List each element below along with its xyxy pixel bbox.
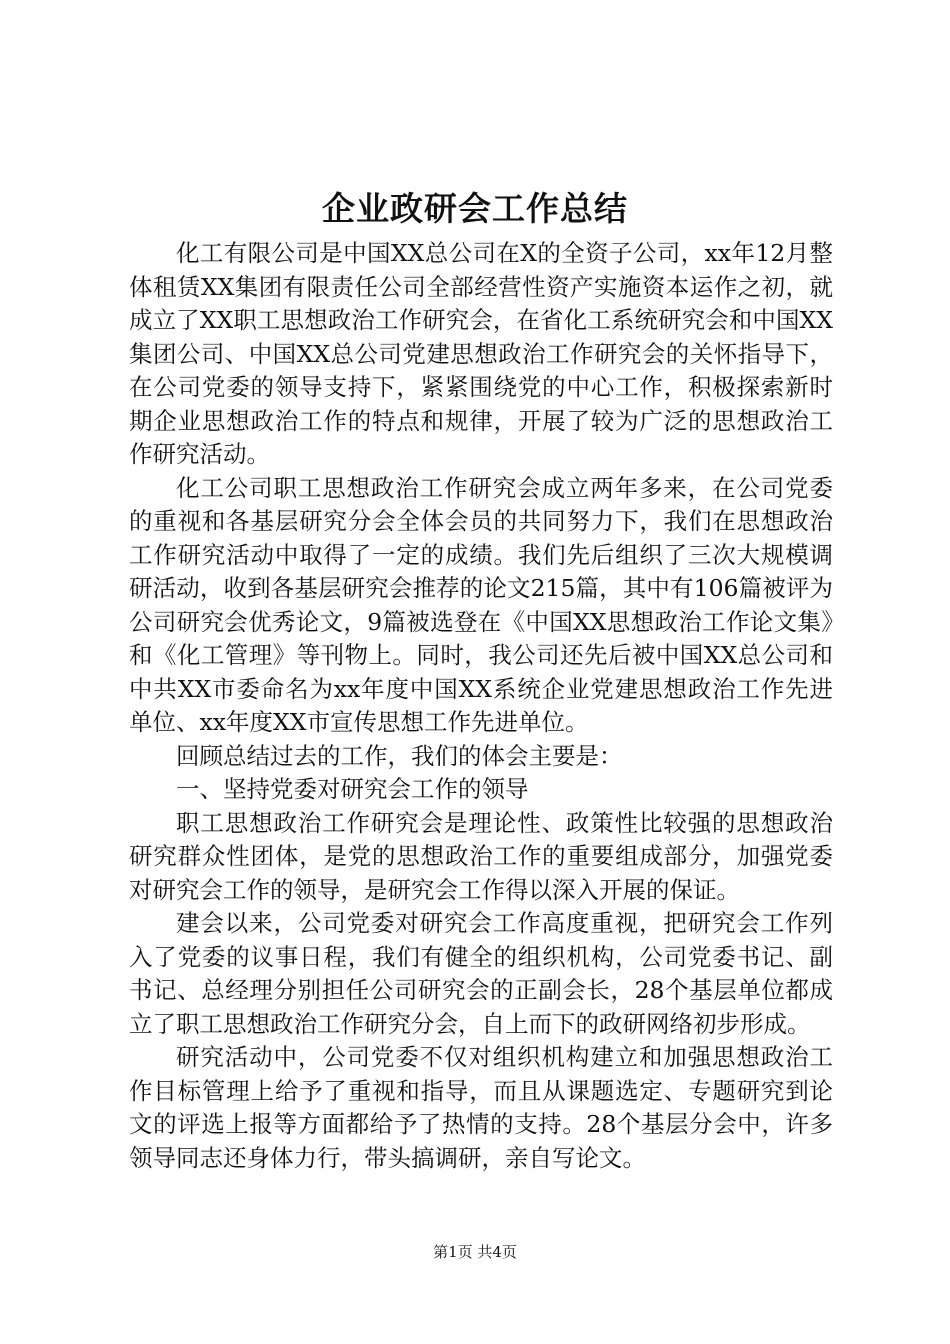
document-title: 企业政研会工作总结	[322, 189, 628, 228]
paragraph-4: 职工思想政治工作研究会是理论性、政策性比较强的思想政治研究群众性团体，是党的思想政治工作的重要组成部分，加强党委对研究会工作的领导，是研究会工作得以深入开展的保证。	[129, 808, 833, 904]
paragraph-1: 化工有限公司是中国XX总公司在X的全资子公司，xx年12月整体租赁XX集团有限责任公司全部经营性资产实施资本运作之初，就成立了XX职工思想政治工作研究会，在省化工系统研究会和中国XX集团公司、中国XX总公司党建思想政治工作研究会的关怀指导下，在公司党委的领导支持下，紧紧围绕党的中心工作，积极探索新时期企业思想政治工作的特点和规律，开展了较为广泛的思想政治工作研究活动。	[129, 239, 833, 468]
paragraph-5: 建会以来，公司党委对研究会工作高度重视，把研究会工作列入了党委的议事日程，我们有健全的组织机构，公司党委书记、副书记、总经理分别担任公司研究会的正副会长，28个基层单位都成立了职工思想政治工作研究分会，自上而下的政研网络初步形成。	[129, 909, 833, 1038]
paragraph-3: 回顾总结过去的工作，我们的体会主要是：	[176, 741, 623, 770]
paragraph-2: 化工公司职工思想政治工作研究会成立两年多来，在公司党委的重视和各基层研究分会全体会员的共同努力下，我们在思想政治工作研究活动中取得了一定的成绩。我们先后组织了三次大规模调研活动，收到各基层研究会推荐的论文215篇，其中有106篇被评为公司研究会优秀论文，9篇被选登在《中国XX思想政治工作论文集》和《化工管理》等刊物上。同时，我公司还先后被中国XX总公司和中共XX市委命名为xx年度中国XX系统企业党建思想政治工作先进单位、xx年度XX市宣传思想工作先进单位。	[129, 473, 833, 736]
document-body	[129, 237, 833, 1175]
paragraph-6: 研究活动中，公司党委不仅对组织机构建立和加强思想政治工作目标管理上给予了重视和指导，而且从课题选定、专题研究到论文的评选上报等方面都给予了热情的支持。28个基层分会中，许多领导同志还身体力行，带头搞调研，亲自写论文。	[129, 1043, 833, 1172]
section-heading-1: 一、坚持党委对研究会工作的领导	[176, 775, 529, 803]
page-number-footer: 第1页 共4页	[433, 1243, 517, 1261]
